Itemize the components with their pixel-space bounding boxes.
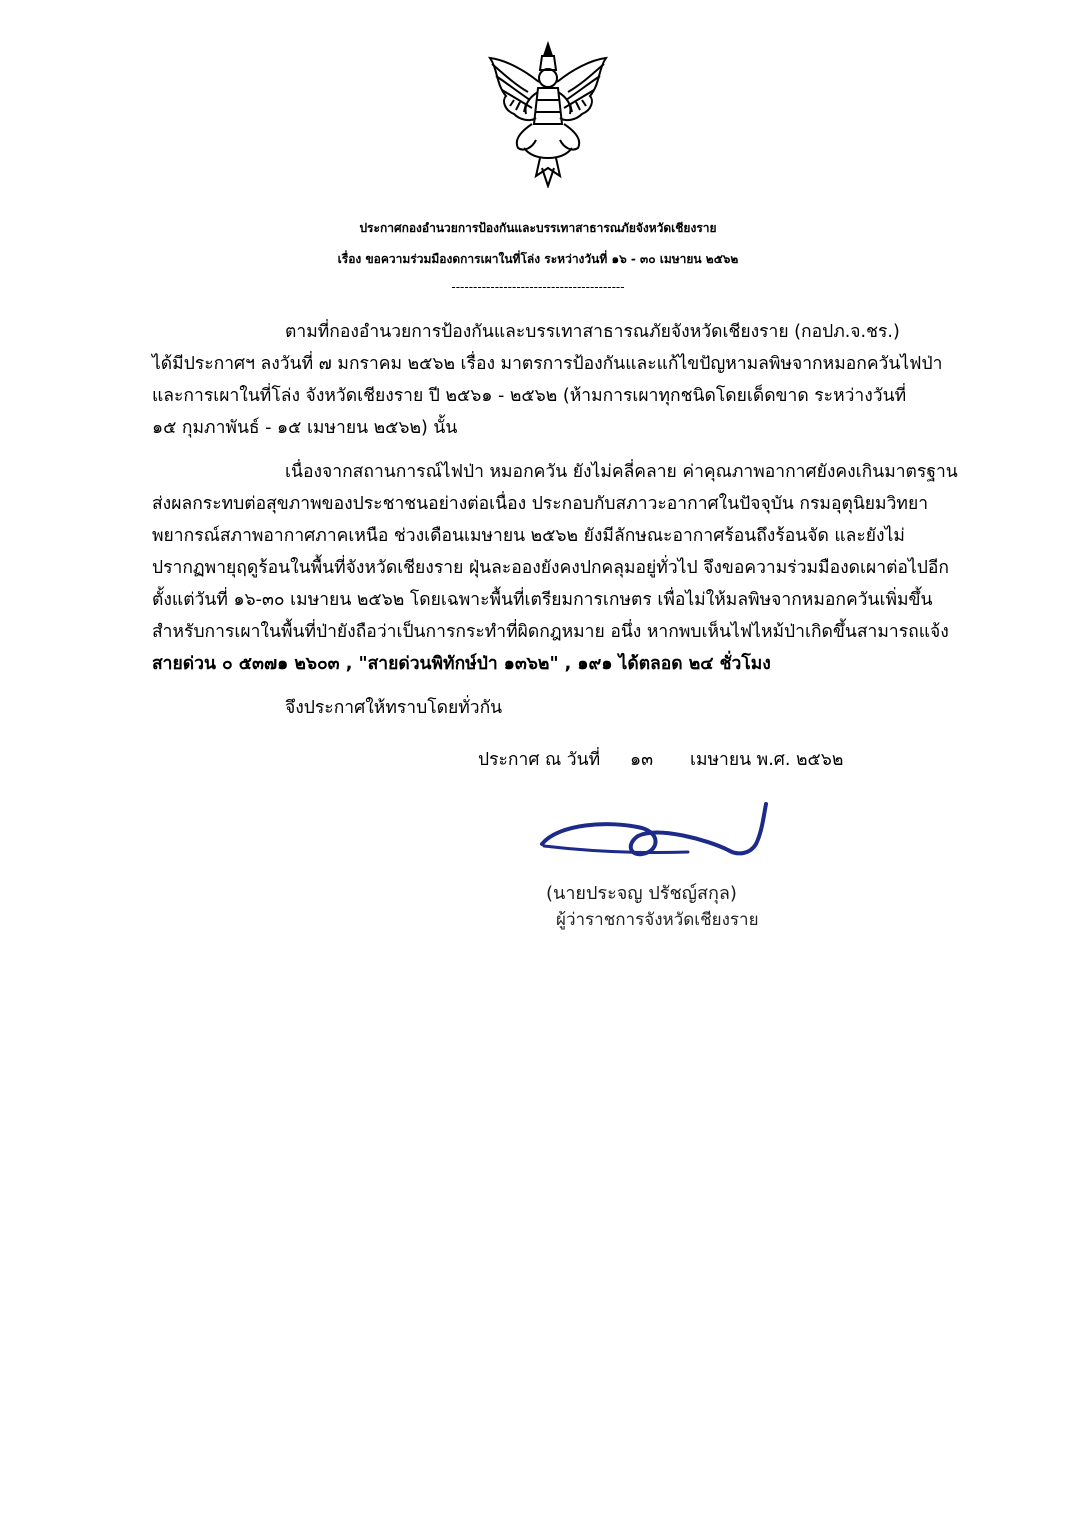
paragraph2-line5: ตั้งแต่วันที่ ๑๖-๓๐ เมษายน ๒๕๖๒ โดยเฉพาะพื้นที่เตรียมการเกษตร เพื่อไม่ให้มลพิษจากหมอกควันเพิ่มขึ้น <box>152 590 933 610</box>
date-prefix: ประกาศ ณ วันที่ <box>478 750 601 770</box>
paragraph1-line2: ได้มีประกาศฯ ลงวันที่ ๗ มกราคม ๒๕๖๒ เรื่อง มาตรการป้องกันและแก้ไขปัญหามลพิษจากหมอกควันไฟป่า <box>152 354 943 374</box>
paragraph2-line1: เนื่องจากสถานการณ์ไฟป่า หมอกควัน ยังไม่คลี่คลาย ค่าคุณภาพอากาศยังคงเกินมาตรฐาน <box>285 462 958 482</box>
separator-line: ---------------------------------------- <box>451 280 625 294</box>
paragraph2-line3: พยากรณ์สภาพอากาศภาคเหนือ ช่วงเดือนเมษายน ๒๕๖๒ ยังมีลักษณะอากาศร้อนถึงร้อนจัด และยังไม่ <box>152 526 905 546</box>
announcement-title: ประกาศกองอำนวยการป้องกันและบรรเทาสาธารณภัยจังหวัดเชียงราย <box>359 221 717 235</box>
paragraph1-line3: และการเผาในที่โล่ง จังหวัดเชียงราย ปี ๒๕๖๑ - ๒๕๖๒ (ห้ามการเผาทุกชนิดโดยเด็ดขาด ระหว่างวันที่ <box>152 386 907 406</box>
garuda-emblem-icon <box>484 40 612 188</box>
hotline-text: สายด่วน ๐ ๕๓๗๑ ๒๖๐๓ , "สายด่วนพิทักษ์ป่า ๑๓๖๒" , ๑๙๑ ได้ตลอด ๒๔ ชั่วโมง <box>152 654 771 674</box>
paragraph2-line2: ส่งผลกระทบต่อสุขภาพของประชาชนอย่างต่อเนื่อง ประกอบกับสภาวะอากาศในปัจจุบัน กรมอุตุนิยมวิทยา <box>152 494 929 514</box>
announcement-subject: เรื่อง ขอความร่วมมืองดการเผาในที่โล่ง ระหว่างวันที่ ๑๖ - ๓๐ เมษายน ๒๕๖๒ <box>337 252 739 266</box>
date-month-year: เมษายน พ.ศ. ๒๕๖๒ <box>690 750 844 770</box>
date-day: ๑๓ <box>630 750 654 770</box>
paragraph1-line1: ตามที่กองอำนวยการป้องกันและบรรเทาสาธารณภัยจังหวัดเชียงราย (กอปภ.จ.ชร.) <box>285 322 900 342</box>
paragraph2-line4: ปรากฏพายุฤดูร้อนในพื้นที่จังหวัดเชียงราย ฝุ่นละอองยังคงปกคลุมอยู่ทั่วไป จึงขอความร่วมมืองดเผาต่อไปอีก <box>152 558 949 578</box>
paragraph2-line6: สำหรับการเผาในพื้นที่ป่ายังถือว่าเป็นการกระทำที่ผิดกฎหมาย อนึ่ง หากพบเห็นไฟไหม้ป่าเกิดขึ้นสามารถแจ้ง <box>152 622 949 642</box>
signatory-name: (นายประจญ ปรัชญ์สกุล) <box>546 883 737 904</box>
closing-text: จึงประกาศให้ทราบโดยทั่วกัน <box>285 698 503 718</box>
signature <box>538 800 778 880</box>
paragraph1-line4: ๑๕ กุมภาพันธ์ - ๑๕ เมษายน ๒๕๖๒) นั้น <box>152 418 458 438</box>
signatory-position: ผู้ว่าราชการจังหวัดเชียงราย <box>556 910 759 930</box>
